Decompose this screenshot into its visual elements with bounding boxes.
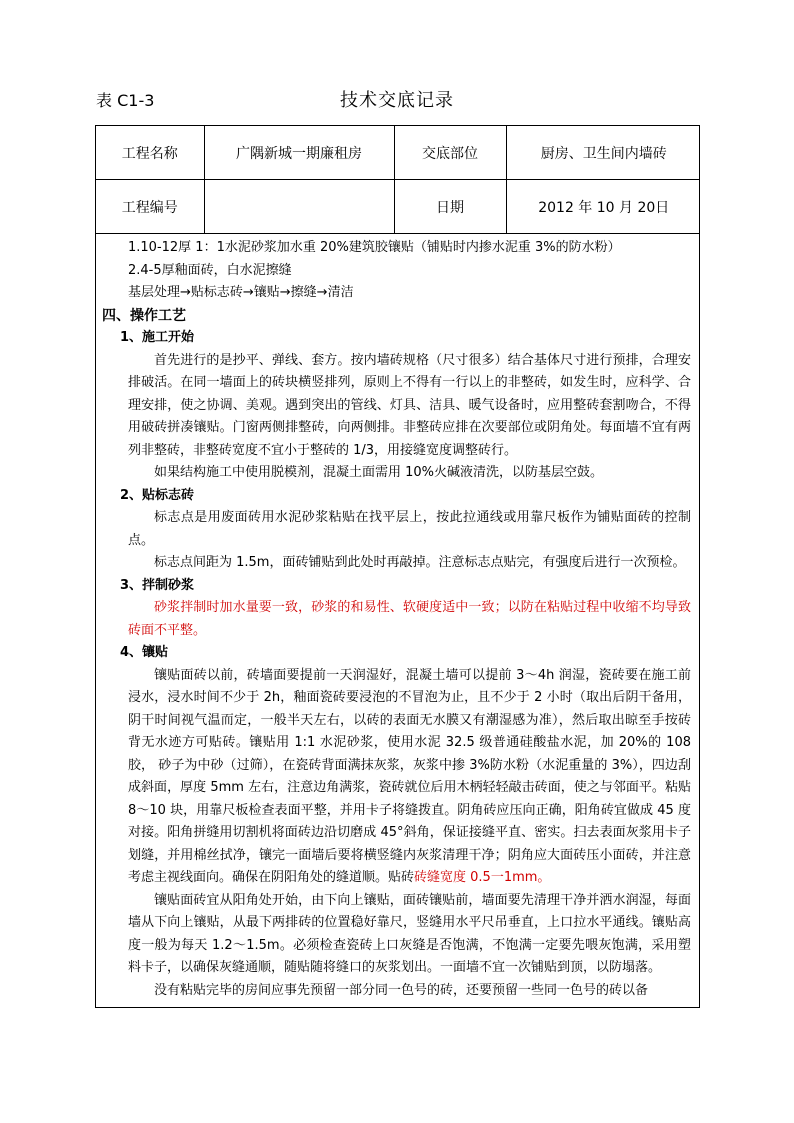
- paragraph: 标志点间距为 1.5m，面砖铺贴到此处时再敲掉。注意标志点贴完，有强度后进行一次预检。: [154, 555, 686, 570]
- date-value: 2012 年 10 月 20日: [506, 180, 700, 234]
- location-value: 厨房、卫生间内墙砖: [506, 126, 700, 180]
- intro-line: 2.4-5厚釉面砖，白水泥擦缝: [128, 262, 292, 278]
- project-no-label: 工程编号: [96, 180, 204, 234]
- info-row: [96, 126, 700, 180]
- section-heading: 四、操作工艺: [102, 307, 186, 324]
- info-table: [96, 126, 700, 234]
- paragraph-text: 镶贴面砖以前，砖墙面要提前一天润湿好，混凝土墙可以提前 3～4h 润湿，瓷砖要在施工前浸水，浸水时间不少于 2h，釉面瓷砖要浸泡的不冒泡为止，且不少于 2 小时（取出后阴干备用，阴干时间视气温而定，一般半天左右，以砖的表面无水膜又有潮湿感为准），然后取出晾至手按砖背无水迹方可贴砖。镶贴用 1:1 水泥砂浆，使用水泥 32.5 级普通硅酸盐水泥，加 20%的 108 胶， 砂子为中砂（过筛），在瓷砖背面满抹灰浆，灰浆中掺 3%防水粉（水泥重量的 3%），四边刮成斜面，厚度 5mm 左右，注意边角满浆，瓷砖就位后用木柄轻轻敲击砖面，使之与邻面平。粘贴 8～10 块，用靠尺板检查表面平整，并用卡子将缝拨直。阴角砖应压向正确，阳角砖宜做成 45 度对接。阳角拼缝用切割机将面砖边沿切磨成 45°斜角，保证接缝平直、密实。扫去表面灰浆用卡子划缝，并用棉丝拭净，镶完一面墙后要将横竖缝内灰浆清理干净；阴角应大面砖压小面砖，并注意考虑主视线面向。确保在阴阳角处的缝道顺。贴砖: [128, 667, 691, 885]
- paragraph: 没有粘贴完毕的房间应事先预留一部分同一色号的砖，还要预留一些同一色号的砖以备: [154, 982, 649, 998]
- paragraph: [128, 665, 691, 890]
- subsection-heading: 1、施工开始: [120, 330, 195, 345]
- intro-line: 基层处理→贴标志砖→镶贴→擦缝→清洁: [128, 285, 354, 300]
- date-label: 日期: [394, 180, 506, 234]
- project-name-value: 广隅新城一期廉租房: [204, 126, 394, 180]
- paragraph: 如果结构施工中使用脱模剂，混凝土面需用 10%火碱液清洗，以防基层空鼓。: [154, 465, 604, 480]
- paragraph-highlight: 砂浆拌制时加水量要一致，砂浆的和易性、软硬度适中一致；以防在粘贴过程中收缩不均导致砖面不平整。: [128, 600, 691, 638]
- info-row: [96, 180, 700, 234]
- form-id: 表 C1-3: [96, 91, 155, 110]
- paragraph: 首先进行的是抄平、弹线、套方。按内墙砖规格（尺寸很多）结合基体尺寸进行预排，合理安排破活。在同一墙面上的砖块横竖排列，原则上不得有一行以上的非整砖，如发生时，应科学、合理安排，使之协调、美观。遇到突出的管线、灯具、洁具、暖气设备时，应用整砖套割吻合，不得用破砖拼凑镶贴。门窗两侧排整砖，向两侧排。非整砖应排在次要部位或阴角处。每面墙不宜有两列非整砖，非整砖宽度不宜小于整砖的 1/3，用接缝宽度调整砖行。: [128, 352, 691, 458]
- paragraph: 标志点是用废面砖用水泥砂浆粘贴在找平层上，按此拉通线或用靠尺板作为铺贴面砖的控制点。: [128, 510, 691, 548]
- intro-line: 1.10-12厚 1：1水泥砂浆加水重 20%建筑胶镶贴（铺贴时内掺水泥重 3%的防水粉）: [128, 240, 621, 255]
- location-label: 交底部位: [394, 126, 506, 180]
- subsection-heading: 2、贴标志砖: [120, 487, 195, 503]
- paragraph: 镶贴面砖宜从阳角处开始，由下向上镶贴，面砖镶贴前，墙面要先清理干净并洒水润湿，每面墙从下向上镶贴，从最下两排砖的位置稳好靠尺，竖缝用水平尺吊垂直，上口拉水平通线。镶贴高度一般为每天 1.2～1.5m。必须检查瓷砖上口灰缝是否饱满，不饱满一定要先喂灰饱满，采用塑料卡子，以确保灰缝通顺，随贴随将缝口的灰浆划出。一面墙不宜一次铺贴到顶，以防塌落。: [128, 892, 691, 975]
- disclosure-content: [96, 234, 699, 1002]
- highlight-text: 砖缝宽度 0.5一1mm。: [414, 870, 551, 885]
- project-name-label: 工程名称: [96, 126, 204, 180]
- project-no-value: [204, 180, 394, 234]
- subsection-heading: 3、拌制砂浆: [120, 577, 195, 593]
- subsection-heading: 4、镶贴: [120, 645, 169, 660]
- record-sheet: [95, 125, 700, 1008]
- document-title: 技术交底记录: [340, 90, 454, 111]
